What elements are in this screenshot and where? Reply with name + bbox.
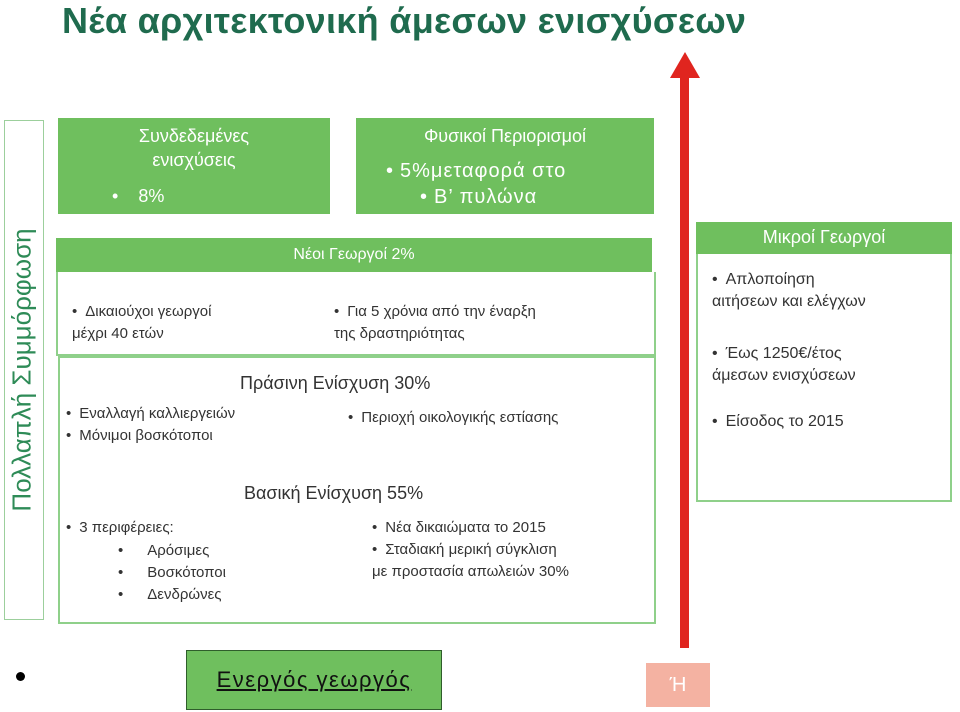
basic-detail: • Σταδιακή μερική σύγκλιση: [372, 540, 557, 560]
small-item: αιτήσεων και ελέγχων: [712, 293, 866, 310]
coupled-value: • 8%: [112, 186, 165, 206]
coupled-title: ενισχύσεις: [152, 150, 236, 170]
small-item: άμεσων ενισχύσεων: [712, 367, 856, 384]
young-detail: • Για 5 χρόνια από την έναρξη: [334, 302, 536, 322]
young-detail: μέχρι 40 ετών: [72, 325, 164, 342]
small-item: • Απλοποίηση: [712, 270, 815, 290]
or-badge: Ή: [646, 663, 710, 707]
basic-detail: με προστασία απωλειών 30%: [372, 563, 569, 580]
basic-detail: • Νέα δικαιώματα το 2015: [372, 518, 546, 538]
side-label: Πολλαπλή Συμμόρφωση: [6, 228, 37, 512]
green-item: • Περιοχή οικολογικής εστίασης: [348, 408, 558, 428]
page-title: Νέα αρχιτεκτονική άμεσων ενισχύσεων: [62, 0, 747, 41]
side-label-container: [4, 120, 44, 620]
small-farmers-title: Μικροί Γεωργοί: [762, 227, 886, 247]
young-detail: της δραστηριότητας: [334, 325, 465, 342]
region-item: • Δενδρώνες: [118, 585, 221, 605]
arrow-shaft: [680, 78, 689, 648]
small-item: • Είσοδος το 2015: [712, 412, 844, 432]
young-farmers-title: Νέοι Γεωργοί 2%: [293, 246, 415, 263]
regions-label: • 3 περιφέρειες:: [66, 518, 174, 538]
region-item: • Αρόσιμες: [118, 541, 209, 561]
coupled-title: Συνδεδεμένες: [138, 126, 250, 146]
region-item: • Βοσκότοποι: [118, 563, 226, 583]
green-payment-title: Πράσινη Ενίσχυση 30%: [240, 373, 431, 393]
natural-detail: • 5%μεταφορά στο: [386, 160, 567, 182]
active-farmer-label: Ενεργός γεωργός: [216, 667, 412, 692]
young-detail: • Δικαιούχοι γεωργοί: [72, 302, 211, 322]
side-bullet: [16, 672, 25, 681]
green-item: • Μόνιμοι βοσκότοποι: [66, 426, 213, 446]
small-item: • Έως 1250€/έτος: [712, 344, 842, 364]
natural-title: Φυσικοί Περιορισμοί: [423, 126, 587, 146]
natural-detail: • Β’ πυλώνα: [420, 186, 538, 208]
basic-payment-title: Βασική Ενίσχυση 55%: [244, 483, 424, 503]
active-farmer-box: [186, 650, 442, 710]
arrow-up-icon: [670, 52, 700, 78]
green-item: • Εναλλαγή καλλιεργειών: [66, 404, 235, 424]
